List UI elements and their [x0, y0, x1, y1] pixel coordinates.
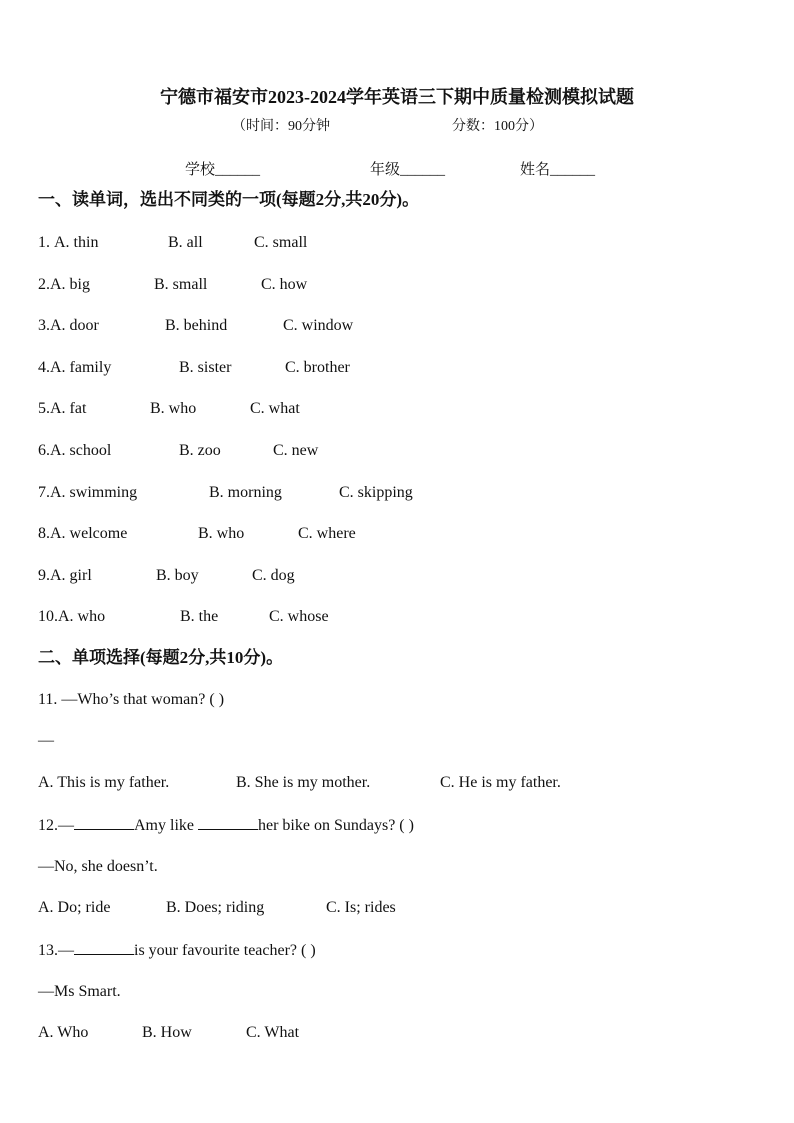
q11-option-a[interactable]: A. This is my father.: [38, 774, 170, 791]
q12-stem: [38, 815, 414, 836]
q11-option-c[interactable]: C. He is my father.: [440, 774, 561, 791]
q13-blank[interactable]: [74, 940, 134, 955]
option-c[interactable]: C. new: [273, 442, 319, 459]
option-c[interactable]: C. whose: [269, 608, 329, 626]
option-c[interactable]: C. where: [298, 525, 356, 543]
q12-blank-1[interactable]: [74, 815, 134, 830]
option-a[interactable]: A. school: [50, 442, 112, 459]
option-c[interactable]: C. brother: [285, 358, 350, 376]
q11-reply: —: [38, 732, 54, 749]
question-number: 1.: [38, 234, 54, 251]
option-a[interactable]: A. thin: [54, 234, 99, 251]
question-number: 5.: [38, 400, 50, 418]
q12-option-a[interactable]: A. Do; ride: [38, 899, 111, 916]
time-limit: （时间：90分钟: [232, 119, 330, 134]
option-b[interactable]: B. small: [154, 275, 208, 293]
option-a[interactable]: A. family: [50, 358, 112, 376]
option-a[interactable]: A. who: [58, 608, 106, 626]
q12-options: [38, 898, 396, 918]
question-number: 2.: [38, 275, 50, 293]
q13-options: [38, 1023, 299, 1043]
option-a[interactable]: A. swimming: [50, 483, 138, 501]
question-number: 7.: [38, 483, 50, 501]
option-b[interactable]: B. boy: [156, 566, 199, 584]
q12-reply: —No, she doesn’t.: [38, 858, 158, 875]
q13-option-a[interactable]: A. Who: [38, 1024, 89, 1041]
section1-question: [38, 358, 350, 378]
page-title: 宁德市福安市2023-2024学年英语三下期中质量检测模拟试题: [160, 87, 634, 107]
option-a[interactable]: A. big: [50, 275, 90, 293]
total-score: 分数：100分）: [452, 119, 543, 134]
option-b[interactable]: B. sister: [179, 358, 232, 376]
q13-reply: —Ms Smart.: [38, 983, 121, 1000]
q12-option-c[interactable]: C. Is; rides: [326, 899, 396, 916]
q11-stem: 11. —Who’s that woman? ( ): [38, 691, 225, 708]
option-c[interactable]: C. dog: [252, 566, 295, 584]
q12-prefix: 12.—: [38, 817, 74, 834]
question-number: 8.: [38, 525, 50, 543]
q12-mid: Amy like: [134, 817, 198, 834]
option-c[interactable]: C. how: [261, 275, 308, 293]
school-field[interactable]: 学校______: [185, 162, 261, 178]
option-b[interactable]: B. morning: [209, 483, 282, 501]
q13-option-c[interactable]: C. What: [246, 1024, 300, 1041]
q11-options: [38, 773, 561, 793]
option-b[interactable]: B. behind: [165, 317, 228, 335]
option-c[interactable]: C. small: [254, 234, 308, 251]
section1-question: [38, 316, 353, 336]
q13-prefix: 13.—: [38, 942, 74, 959]
option-c[interactable]: C. skipping: [339, 483, 413, 501]
option-b[interactable]: B. who: [150, 400, 197, 418]
option-b[interactable]: B. zoo: [179, 442, 221, 459]
section1-question: [38, 441, 318, 461]
option-a[interactable]: A. girl: [50, 566, 92, 584]
option-a[interactable]: A. welcome: [50, 525, 128, 543]
q12-suffix: her bike on Sundays? ( ): [258, 817, 414, 834]
question-number: 6.: [38, 442, 50, 459]
q13-option-b[interactable]: B. How: [142, 1024, 192, 1041]
question-number: 3.: [38, 317, 50, 335]
section1-question: [38, 524, 356, 544]
name-field[interactable]: 姓名______: [520, 162, 596, 178]
option-b[interactable]: B. the: [180, 608, 219, 626]
q12-option-b[interactable]: B. Does; riding: [166, 899, 265, 916]
q13-stem: [38, 940, 316, 961]
option-c[interactable]: C. window: [283, 317, 354, 335]
q12-blank-2[interactable]: [198, 815, 258, 830]
option-a[interactable]: A. fat: [50, 400, 87, 418]
option-c[interactable]: C. what: [250, 400, 300, 418]
grade-field[interactable]: 年级______: [370, 162, 446, 178]
section1-question: [38, 399, 300, 419]
option-b[interactable]: B. all: [168, 234, 203, 251]
question-number: 10.: [38, 608, 58, 626]
option-b[interactable]: B. who: [198, 525, 245, 543]
question-number: 4.: [38, 358, 50, 376]
section2-heading: 二、单项选择(每题2分,共10分)。: [38, 648, 284, 667]
q13-suffix: is your favourite teacher? ( ): [134, 942, 316, 959]
section1-question: [38, 275, 307, 295]
option-a[interactable]: A. door: [50, 317, 99, 335]
section1-question: [38, 566, 295, 586]
section1-question: [38, 233, 307, 253]
section1-question: [38, 607, 329, 627]
section1-question: [38, 483, 413, 503]
q11-option-b[interactable]: B. She is my mother.: [236, 774, 371, 791]
question-number: 9.: [38, 566, 50, 584]
section1-heading: 一、读单词，选出不同类的一项(每题2分,共20分)。: [38, 190, 420, 209]
